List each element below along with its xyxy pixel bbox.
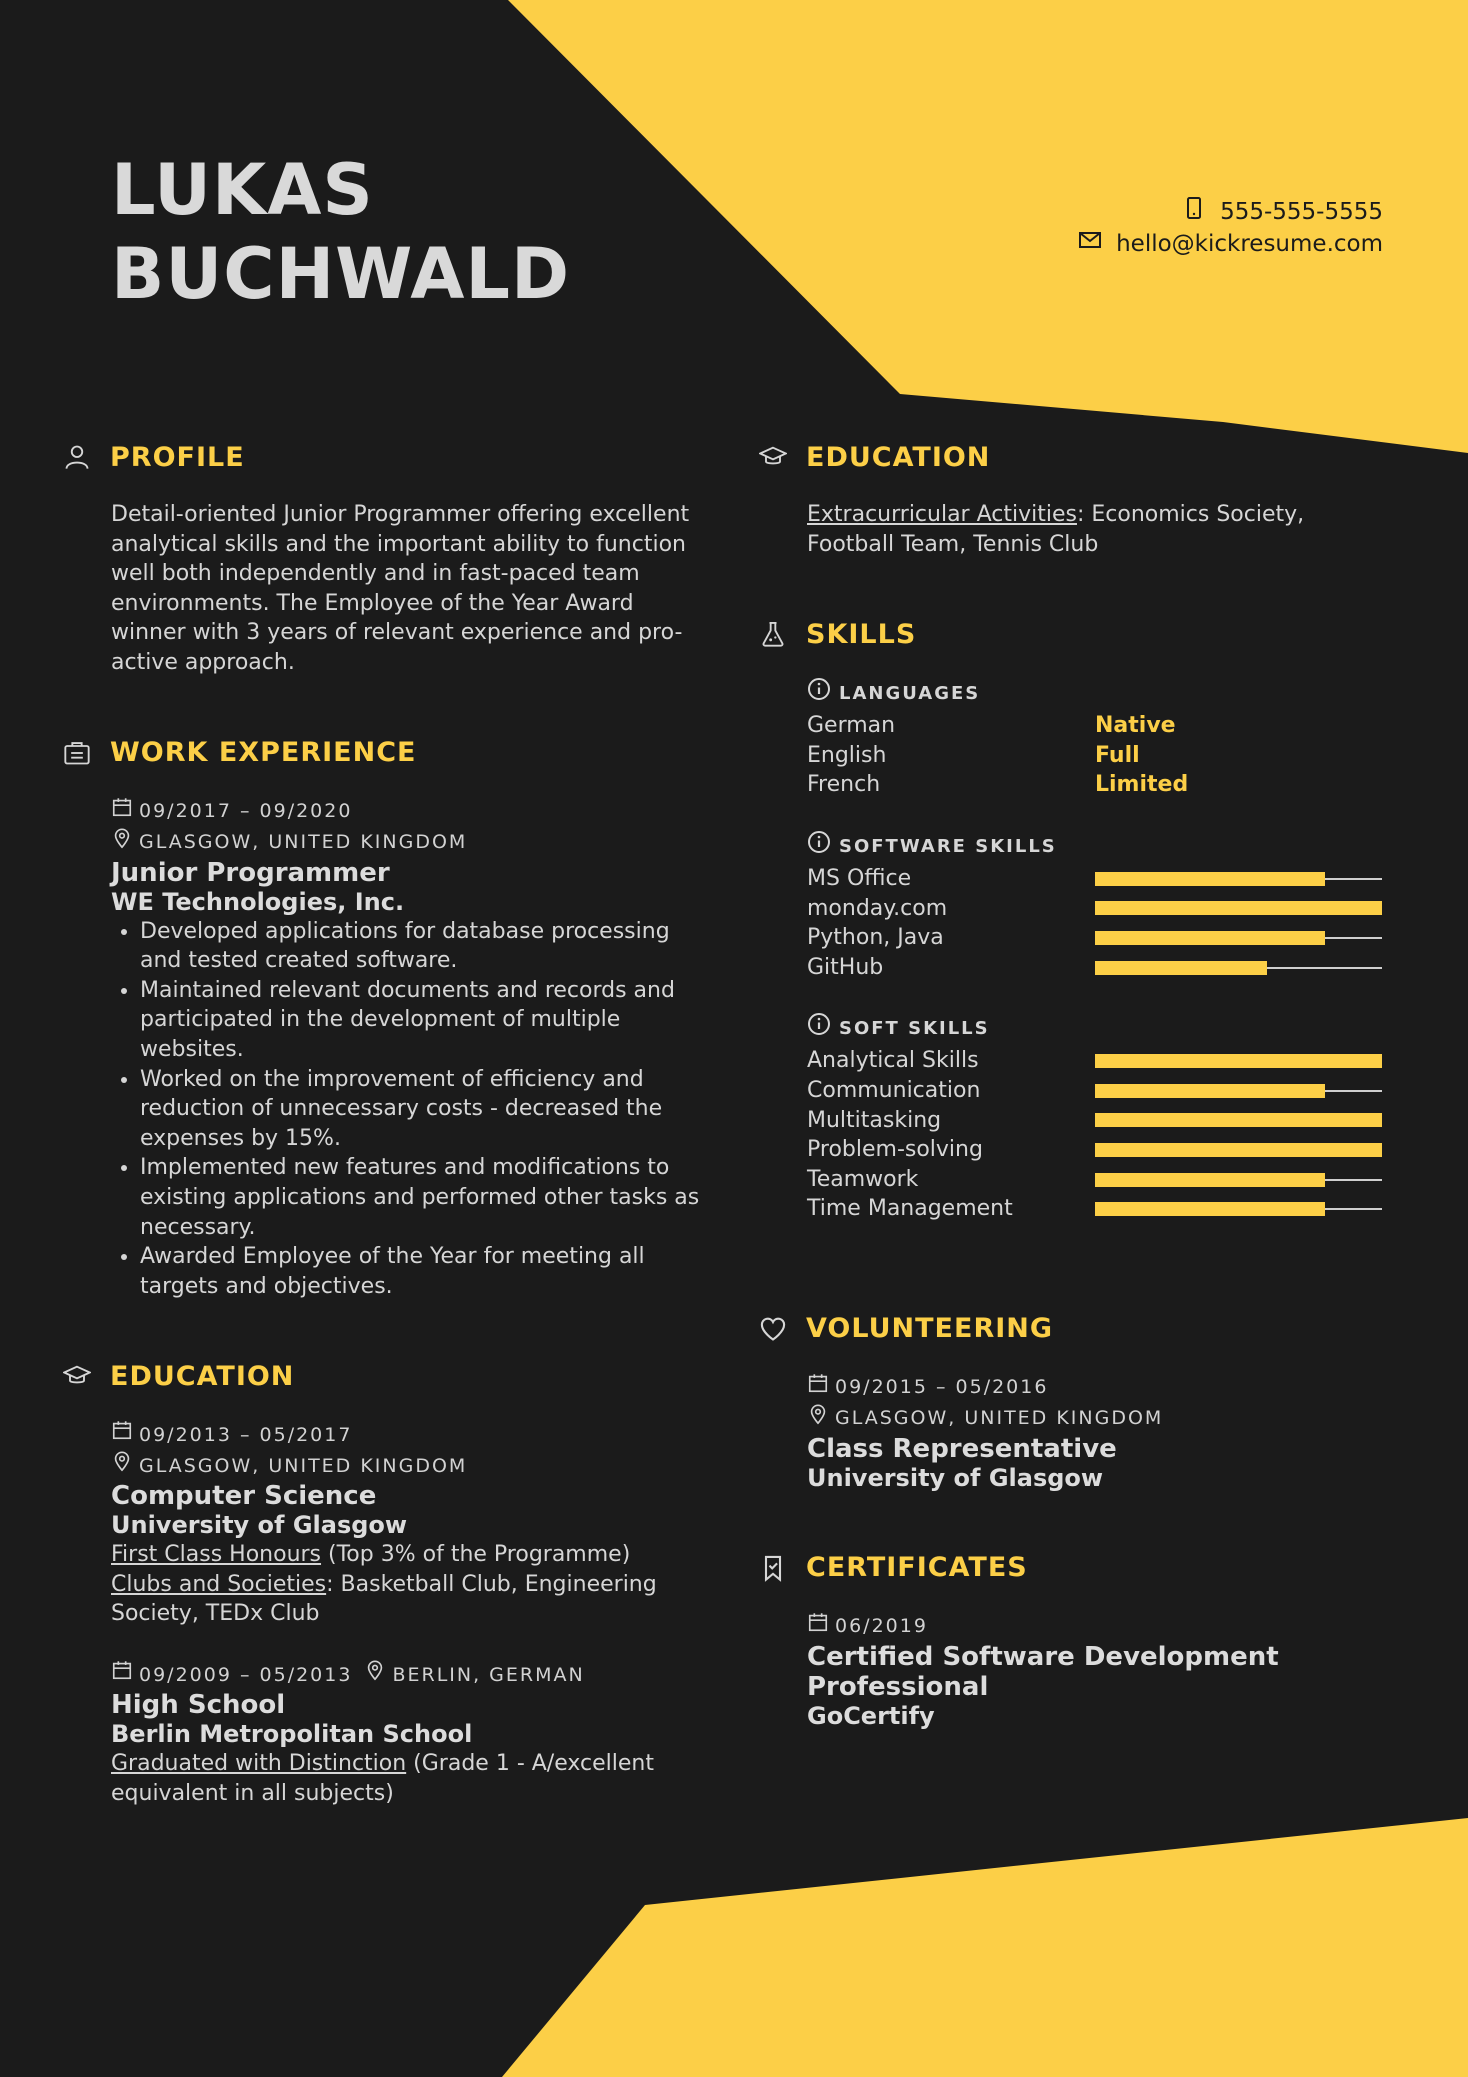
skill-row: monday.com — [807, 894, 1388, 924]
skill-bar — [1095, 1173, 1382, 1187]
skill-row: Multitasking — [807, 1106, 1388, 1136]
work-experience-section — [62, 736, 702, 1302]
graduation-cap-icon — [62, 1361, 92, 1391]
education-location: GLASGOW, UNITED KINGDOM — [111, 1450, 702, 1481]
work-bullets — [111, 917, 702, 1302]
skill-row: Python, Java — [807, 923, 1388, 953]
language-row: English Full — [807, 742, 1140, 768]
education-school: Berlin Metropolitan School — [111, 1720, 473, 1749]
profile-title: PROFILE — [110, 441, 245, 473]
volunteering-role: Class Representative — [807, 1433, 1117, 1464]
work-dates: 09/2017 – 09/2020 — [111, 796, 702, 827]
skills-title: SKILLS — [806, 618, 917, 650]
education-dates: 09/2009 – 05/2013 BERLIN, GERMAN — [111, 1659, 702, 1690]
skill-bar — [1095, 872, 1382, 886]
volunteering-dates: 09/2015 – 05/2016 — [807, 1372, 1388, 1403]
education-location: BERLIN, GERMAN — [392, 1663, 585, 1686]
skill-bar — [1095, 1113, 1382, 1127]
skill-bar — [1095, 1084, 1382, 1098]
volunteering-title: VOLUNTEERING — [806, 1313, 1054, 1345]
education-distinction: Graduated with Distinction (Grade 1 - A/excellent equivalent in all subjects) — [111, 1751, 654, 1806]
skill-bar — [1095, 931, 1382, 945]
education-continued-title: EDUCATION — [806, 441, 991, 473]
software-skills-subheading: SOFTWARE SKILLS — [807, 830, 1388, 864]
skill-row: Teamwork — [807, 1165, 1388, 1195]
language-row: French Limited — [807, 772, 1189, 798]
skill-row: Analytical Skills — [807, 1046, 1388, 1076]
graduation-cap-icon — [758, 442, 788, 472]
calendar-icon — [807, 1611, 829, 1642]
profile-section — [62, 440, 702, 678]
info-icon — [807, 677, 831, 711]
location-pin-icon — [364, 1659, 386, 1690]
skills-section — [758, 617, 1388, 1224]
profile-text: Detail-oriented Junior Programmer offering excellent analytical skills and the important ability to function well both independently and in fast-paced team environments. The Employee of the Year Award winner with 3 years of relevant experience and pro-active approach. — [111, 502, 690, 675]
certificate-name: Certified Software Development Professional — [807, 1641, 1279, 1702]
briefcase-icon — [62, 738, 92, 768]
education-degree: Computer Science — [111, 1481, 377, 1512]
education-heading — [62, 1359, 702, 1393]
bookmark-icon — [758, 1553, 788, 1583]
list-item: • Developed applications for database processing and tested created software. — [140, 917, 702, 976]
certificates-section — [758, 1551, 1388, 1731]
list-item: • Implemented new features and modifications to existing applications and performed other tasks as necessary. — [140, 1153, 702, 1242]
location-pin-icon — [807, 1403, 829, 1434]
last-name: BUCHWALD — [111, 233, 571, 315]
education-clubs: Clubs and Societies: Basketball Club, Engineering Society, TEDx Club — [111, 1571, 657, 1627]
phone-number[interactable]: 555-555-5555 — [1220, 199, 1383, 225]
skill-row: MS Office — [807, 864, 1388, 894]
profile-heading — [62, 440, 702, 474]
skill-bar — [1095, 901, 1382, 915]
right-column — [758, 440, 1388, 1731]
info-icon — [807, 830, 831, 864]
education-continued-heading — [758, 440, 1388, 474]
certificate-issuer: GoCertify — [807, 1701, 935, 1730]
list-item: • Maintained relevant documents and records and participated in the development of multiple websites. — [140, 976, 702, 1065]
skill-bar — [1095, 1202, 1382, 1216]
education-degree: High School — [111, 1690, 286, 1721]
flask-icon — [758, 619, 788, 649]
certificates-title: CERTIFICATES — [806, 1552, 1028, 1584]
volunteering-location: GLASGOW, UNITED KINGDOM — [807, 1403, 1388, 1434]
work-role: Junior Programmer — [111, 857, 390, 888]
mail-icon — [1078, 228, 1102, 260]
list-item: • Awarded Employee of the Year for meeting all targets and objectives. — [140, 1242, 702, 1301]
list-item: • Worked on the improvement of efficiency and reduction of unnecessary costs - decreased the expenses by 15%. — [140, 1065, 702, 1154]
calendar-icon — [111, 796, 133, 827]
work-title: WORK EXPERIENCE — [110, 737, 417, 769]
certificates-heading — [758, 1551, 1388, 1585]
work-location: GLASGOW, UNITED KINGDOM — [111, 827, 702, 858]
calendar-icon — [807, 1372, 829, 1403]
phone-row — [1078, 196, 1383, 228]
skills-heading — [758, 617, 1388, 651]
soft-skills-subheading: SOFT SKILLS — [807, 1012, 1388, 1046]
education-item-university — [111, 1419, 702, 1629]
extracurricular-text: Extracurricular Activities: Economics Society, Football Team, Tennis Club — [807, 502, 1305, 557]
location-pin-icon — [111, 827, 133, 858]
education-item-highschool — [111, 1659, 702, 1808]
volunteering-section — [758, 1312, 1388, 1493]
phone-icon — [1182, 196, 1206, 228]
location-pin-icon — [111, 1450, 133, 1481]
volunteering-heading — [758, 1312, 1388, 1346]
education-honours: First Class Honours (Top 3% of the Programme) — [111, 1542, 631, 1568]
skill-bar — [1095, 1143, 1382, 1157]
first-name: LUKAS — [111, 149, 374, 231]
calendar-icon — [111, 1419, 133, 1450]
education-title: EDUCATION — [110, 1360, 295, 1392]
info-icon — [807, 1012, 831, 1046]
work-heading — [62, 736, 702, 770]
skill-row: GitHub — [807, 953, 1388, 983]
education-section — [62, 1359, 702, 1808]
heart-icon — [758, 1314, 788, 1344]
certificate-date: 06/2019 — [807, 1611, 1388, 1642]
skill-row: Communication — [807, 1076, 1388, 1106]
email-row — [1078, 228, 1383, 260]
work-company: WE Technologies, Inc. — [111, 887, 405, 916]
skill-row: Problem-solving — [807, 1135, 1388, 1165]
calendar-icon — [111, 1659, 133, 1690]
skill-bar — [1095, 961, 1382, 975]
left-column — [62, 440, 702, 1808]
user-icon — [62, 442, 92, 472]
language-row: German Native — [807, 713, 1176, 739]
volunteering-org: University of Glasgow — [807, 1463, 1104, 1492]
skill-row: Time Management — [807, 1194, 1388, 1224]
contact-block — [1078, 196, 1383, 260]
education-dates: 09/2013 – 05/2017 — [111, 1419, 702, 1450]
email-address[interactable]: hello@kickresume.com — [1116, 231, 1383, 257]
education-school: University of Glasgow — [111, 1511, 408, 1540]
education-continued-section — [758, 440, 1388, 559]
candidate-name — [111, 148, 570, 316]
skill-bar — [1095, 1054, 1382, 1068]
languages-subheading: LANGUAGES — [807, 677, 1388, 711]
